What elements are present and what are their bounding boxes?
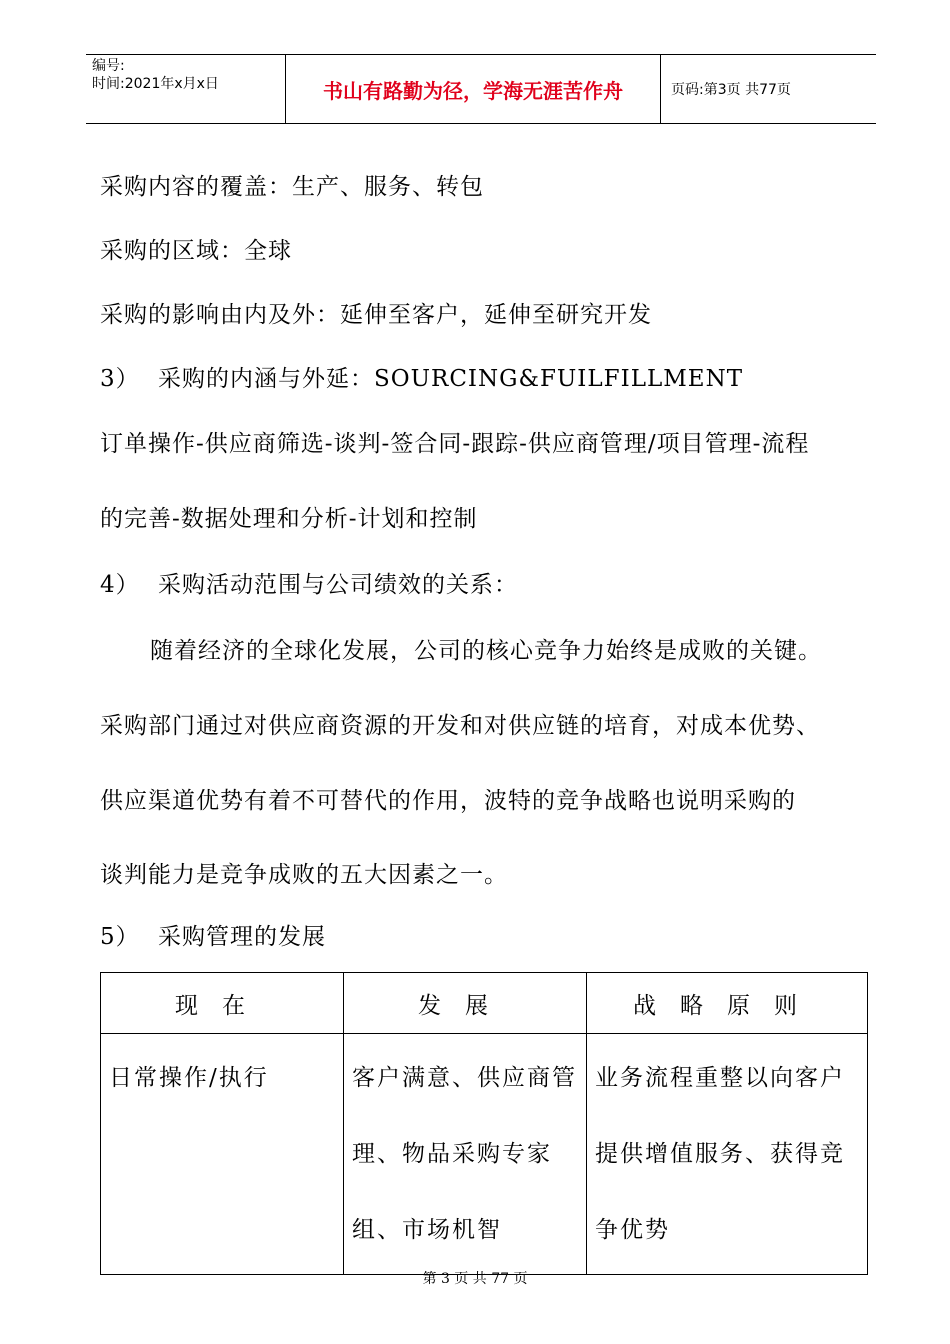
- section-heading: [100, 566, 518, 599]
- table-cell: 客户满意、供应商管理、物品采购专家组、市场机智: [344, 1034, 587, 1275]
- section-heading: [100, 918, 326, 951]
- table-cell: 业务流程重整以向客户提供增值服务、获得竞争优势: [587, 1034, 868, 1275]
- time-label: 时间:2021年x月x日: [92, 76, 219, 92]
- development-table: [100, 972, 868, 1275]
- table-header-cell: 发展: [344, 973, 587, 1034]
- header-motto: 书山有路勤为径，学海无涯苦作舟: [286, 55, 661, 123]
- table-row: [101, 1034, 868, 1275]
- header-page-label: 页码:第3页 共77页: [671, 82, 791, 98]
- page-header: [86, 54, 876, 124]
- paragraph-line: 采购部门通过对供应商资源的开发和对供应链的培育，对成本优势、: [100, 713, 820, 739]
- paragraph-line: 随着经济的全球化发展，公司的核心竞争力始终是成败的关键。: [150, 638, 822, 664]
- paragraph-line: 订单操作-供应商筛选-谈判-签合同-跟踪-供应商管理/项目管理-流程: [100, 431, 810, 457]
- paragraph-line: 谈判能力是竞争成败的五大因素之一。: [100, 862, 508, 888]
- table-header-cell: 战略原则: [587, 973, 868, 1034]
- paragraph-line: 的完善-数据处理和分析-计划和控制: [100, 506, 478, 532]
- table-header-row: [101, 973, 868, 1034]
- table-cell: 日常操作/执行: [101, 1034, 344, 1275]
- section-number: 3）: [100, 366, 140, 392]
- header-meta: [86, 55, 286, 123]
- section-title: 采购管理的发展: [158, 924, 326, 950]
- text-line: 采购内容的覆盖：生产、服务、转包: [100, 174, 484, 200]
- table-header-cell: 现在: [101, 973, 344, 1034]
- number-label: 编号:: [92, 58, 125, 74]
- text-line: 采购的区域：全球: [100, 238, 292, 264]
- section-title: 采购的内涵与外延：SOURCING&FUILFILLMENT: [158, 366, 744, 392]
- section-number: 5）: [100, 924, 140, 950]
- page-footer: 第 3 页 共 77 页: [422, 1271, 528, 1287]
- text-line: 采购的影响由内及外：延伸至客户，延伸至研究开发: [100, 302, 652, 328]
- paragraph-line: 供应渠道优势有着不可替代的作用，波特的竞争战略也说明采购的: [100, 788, 796, 814]
- section-number: 4）: [100, 572, 140, 598]
- section-title: 采购活动范围与公司绩效的关系：: [158, 572, 518, 598]
- section-heading: [100, 360, 743, 393]
